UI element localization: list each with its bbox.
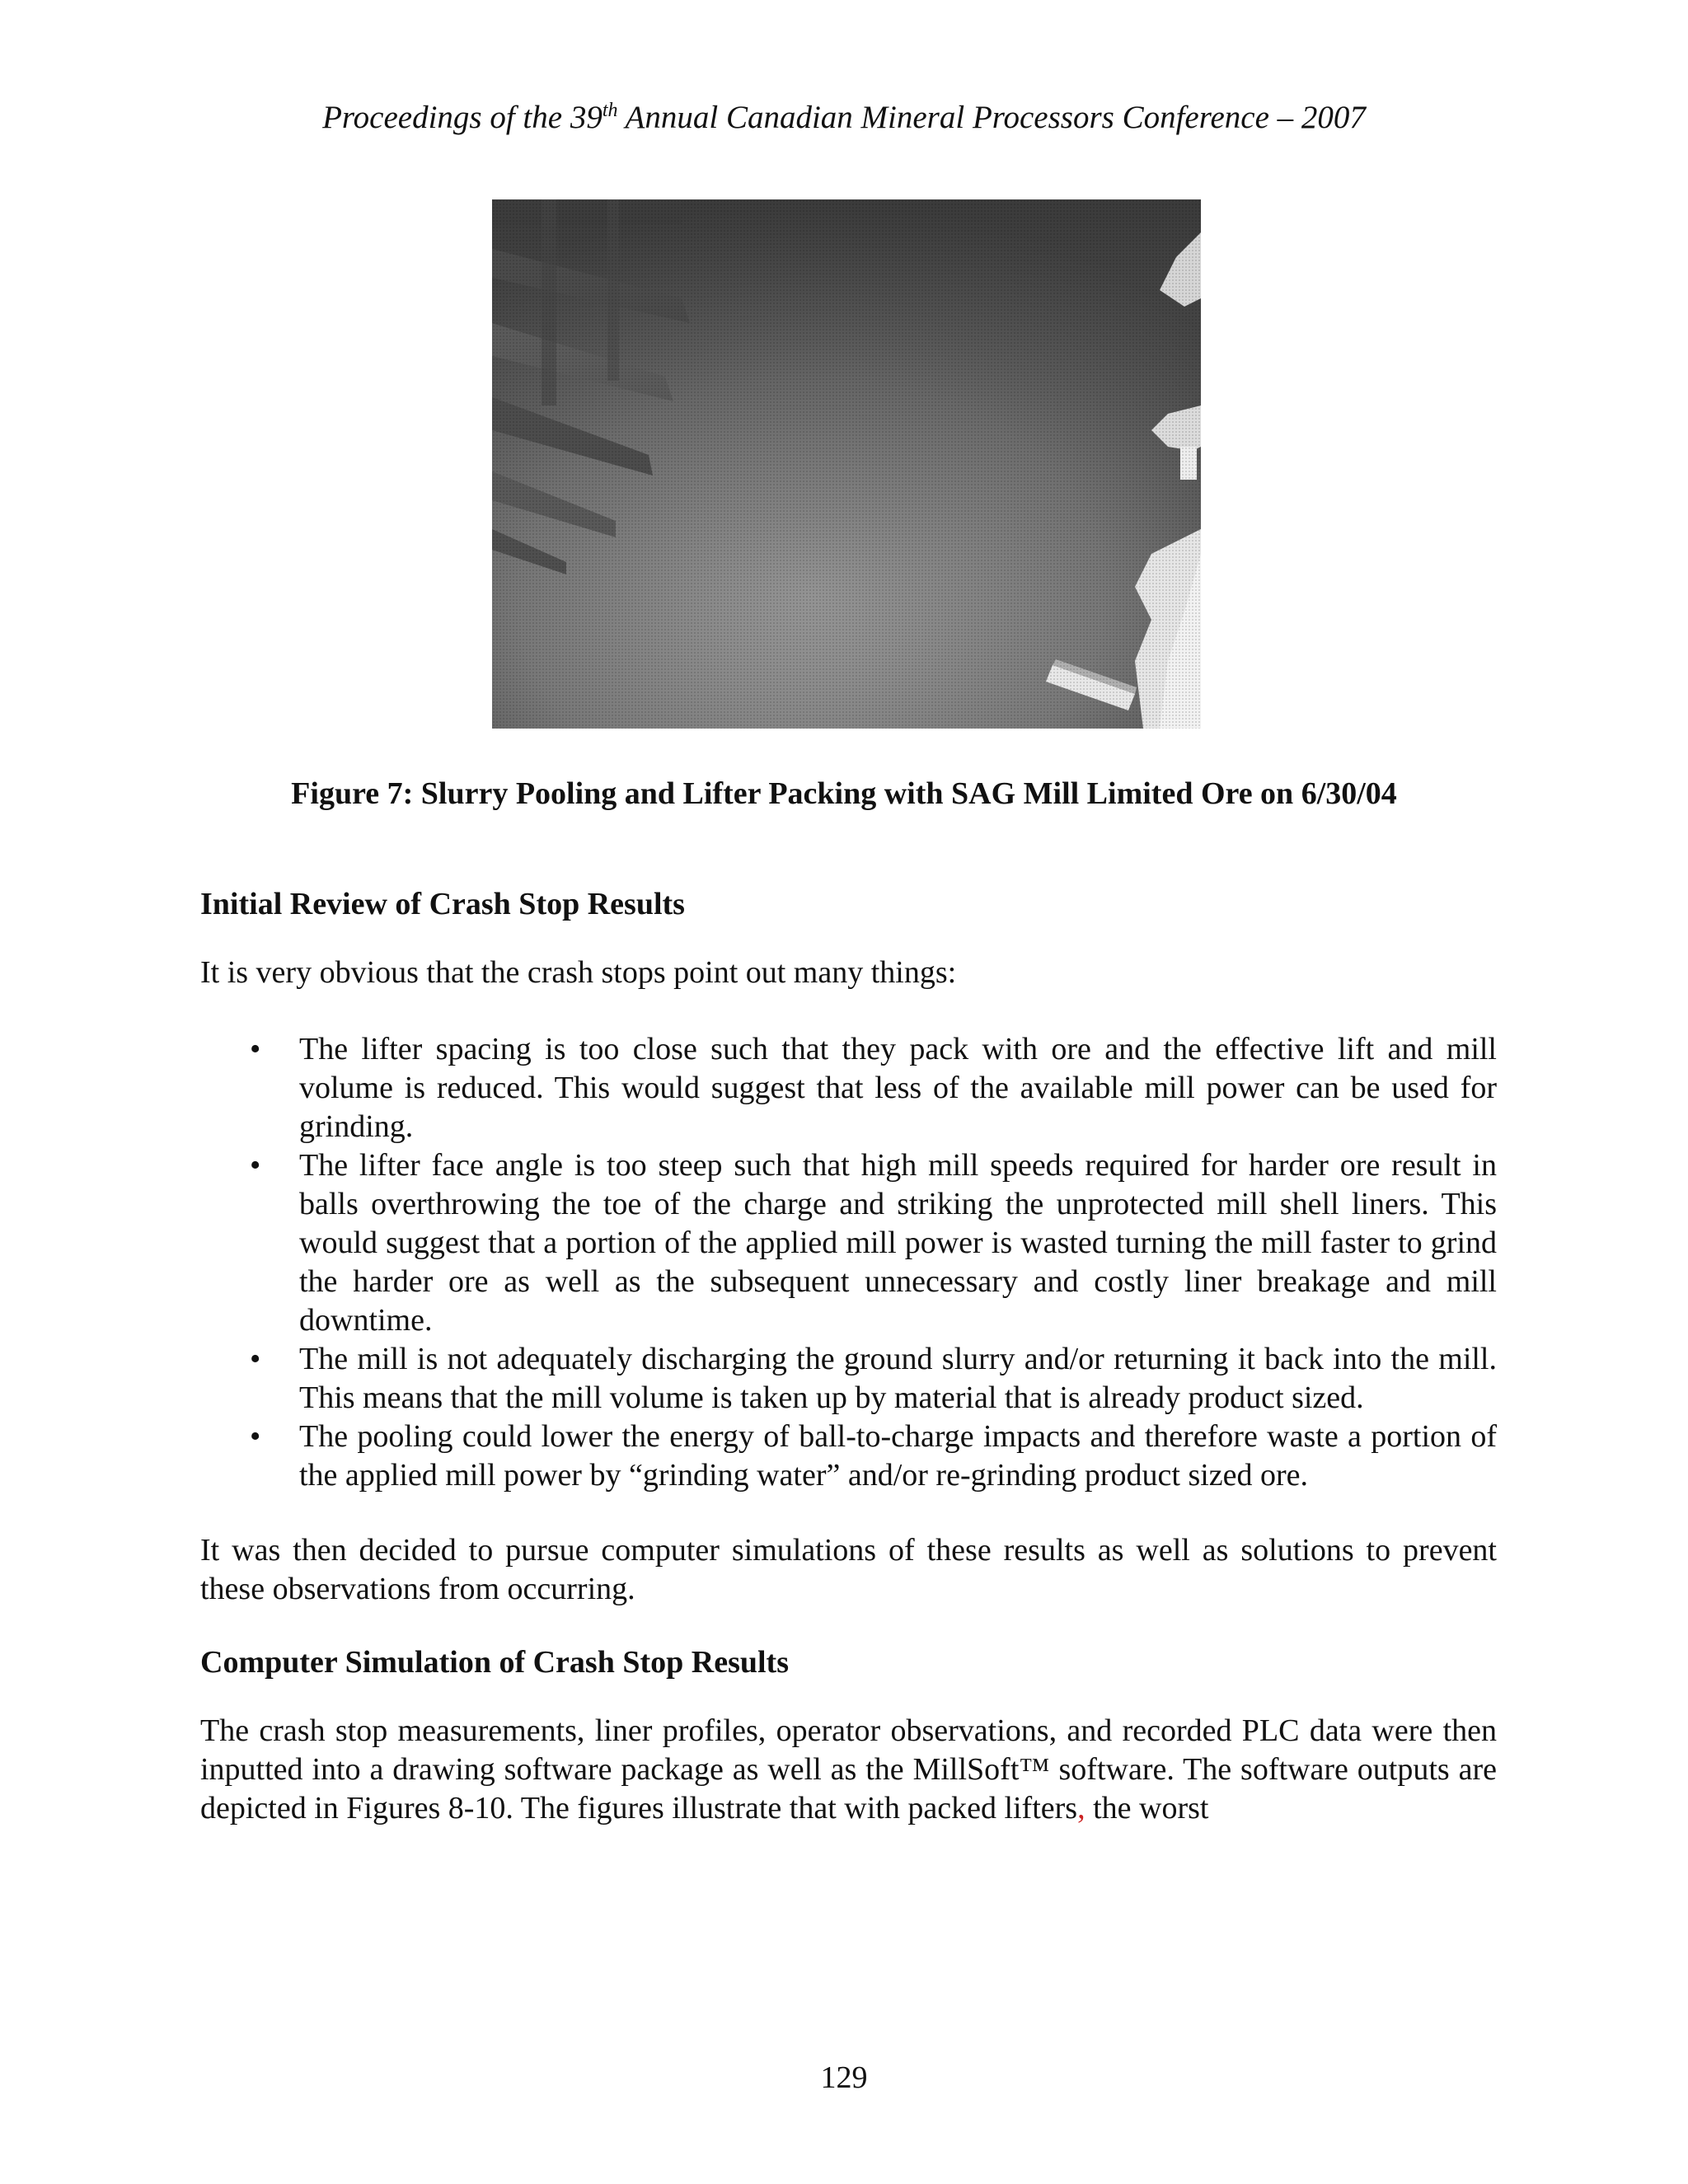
bullet-icon: • xyxy=(250,1148,261,1183)
main-content xyxy=(200,885,1497,1828)
highlighted-comma: , xyxy=(1077,1791,1085,1825)
list-item xyxy=(200,1340,1497,1418)
section-heading-initial-review: Initial Review of Crash Stop Results xyxy=(200,887,685,921)
simulation-text-start: The crash stop measurements, liner profiles, operator observations, and recorded PLC data were then inputted into a drawing software package as well as the MillSoft™ software. The software outputs are depicted in Figures 8-10. The figures illustrate that with packed lifters xyxy=(200,1713,1497,1825)
section-heading-computer-simulation: Computer Simulation of Crash Stop Results xyxy=(200,1645,789,1680)
header-suffix: Annual Canadian Mineral Processors Conference – 2007 xyxy=(617,100,1366,135)
findings-list xyxy=(200,1030,1497,1495)
list-item-text: The pooling could lower the energy of ball-to-charge impacts and therefore waste a portion of the applied mill power by “grinding water” and/or re-grinding product sized ore. xyxy=(299,1419,1497,1493)
list-item-text: The lifter face angle is too steep such that high mill speeds required for harder ore result in balls overthrowing the toe of the charge and striking the unprotected mill shell liners. This would suggest that a portion of the applied mill power is wasted turning the mill faster to grind the harder ore as well as the subsequent unnecessary and costly liner breakage and mill downtime. xyxy=(299,1148,1497,1338)
header-superscript: th xyxy=(602,100,618,121)
list-item-text: The lifter spacing is too close such that they pack with ore and the effective lift and mill volume is reduced. This would suggest that less of the available mill power can be used for grinding. xyxy=(299,1032,1497,1144)
bullet-icon: • xyxy=(250,1419,261,1454)
figure-caption: Figure 7: Slurry Pooling and Lifter Packing with SAG Mill Limited Ore on 6/30/04 xyxy=(291,776,1397,811)
bullet-icon: • xyxy=(250,1032,261,1066)
closing-paragraph: It was then decided to pursue computer simulations of these results as well as solutions to prevent these observations from occurring. xyxy=(200,1533,1497,1606)
intro-paragraph: It is very obvious that the crash stops point out many things: xyxy=(200,955,957,990)
bullet-icon: • xyxy=(250,1342,261,1376)
simulation-paragraph xyxy=(200,1712,1497,1828)
list-item xyxy=(200,1030,1497,1146)
list-item xyxy=(200,1418,1497,1495)
list-item-text: The mill is not adequately discharging the ground slurry and/or returning it back into the mill. This means that the mill volume is taken up by material that is already product sized. xyxy=(299,1342,1497,1415)
simulation-text-end: the worst xyxy=(1085,1791,1209,1825)
page-number: 129 xyxy=(820,2060,868,2095)
header-prefix: Proceedings of the 39 xyxy=(322,100,603,135)
running-header xyxy=(0,97,1688,138)
figure-photo xyxy=(492,199,1201,729)
list-item xyxy=(200,1146,1497,1340)
